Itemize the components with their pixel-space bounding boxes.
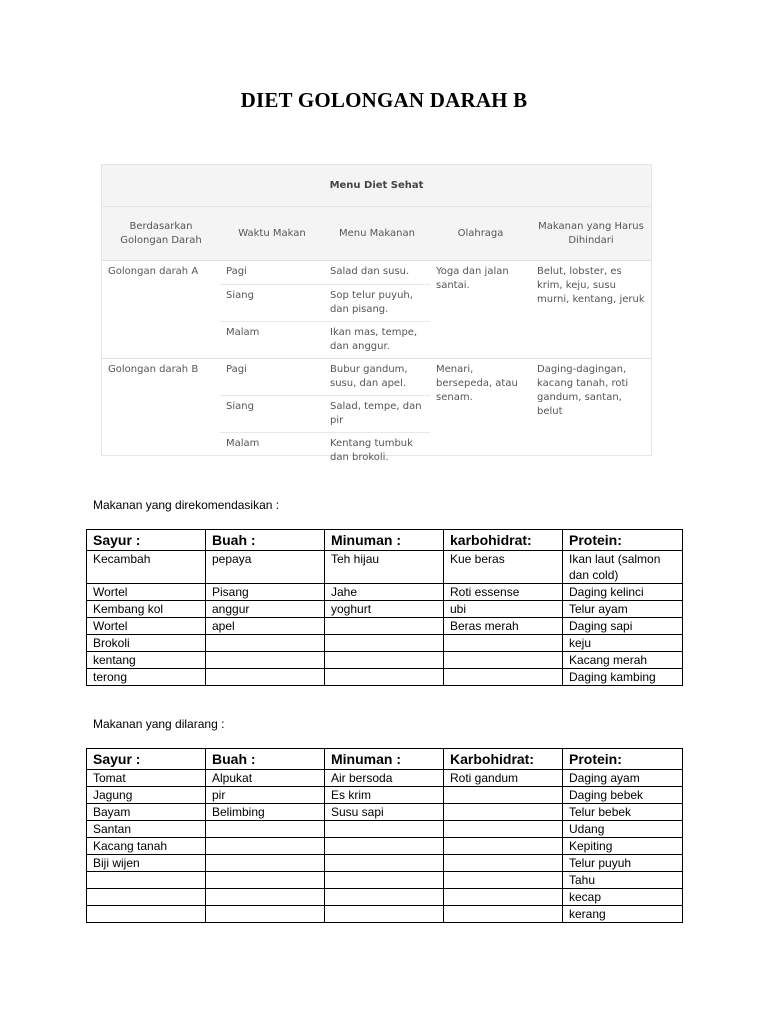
table-cell: Teh hijau <box>325 551 444 584</box>
table-cell <box>87 872 206 889</box>
table-cell: Roti essense <box>444 584 563 601</box>
hindari-cell: Daging-dagingan, kacang tanah, roti gandum, santan, belut <box>531 359 651 470</box>
table-row <box>87 635 683 652</box>
menu-diet-header: Olahraga <box>430 207 531 261</box>
table-cell: Ikan laut (salmon dan cold) <box>563 551 683 584</box>
table-cell <box>206 906 325 923</box>
table-cell <box>206 889 325 906</box>
table-row <box>87 787 683 804</box>
table-cell <box>325 889 444 906</box>
table-cell <box>444 787 563 804</box>
table-cell <box>444 635 563 652</box>
table-cell <box>325 618 444 635</box>
menu-diet-header: Menu Makanan <box>324 207 430 261</box>
table-cell: pepaya <box>206 551 325 584</box>
column-header: Buah : <box>206 749 325 770</box>
table-cell <box>444 838 563 855</box>
menu-cell: Bubur gandum, susu, dan apel. <box>324 359 430 396</box>
table-cell: keju <box>563 635 683 652</box>
table-cell: apel <box>206 618 325 635</box>
recommended-label: Makanan yang direkomendasikan : <box>93 498 280 512</box>
table-cell <box>206 635 325 652</box>
table-cell <box>444 821 563 838</box>
table-cell: Telur bebek <box>563 804 683 821</box>
table-row <box>87 618 683 635</box>
table-cell: kerang <box>563 906 683 923</box>
table-row <box>87 770 683 787</box>
menu-diet-header: Waktu Makan <box>220 207 324 261</box>
menu-cell: Kentang tumbuk dan brokoli. <box>324 433 430 470</box>
table-cell: Wortel <box>87 584 206 601</box>
column-header: karbohidrat: <box>444 530 563 551</box>
menu-cell: Sop telur puyuh, dan pisang. <box>324 285 430 322</box>
table-cell: Kue beras <box>444 551 563 584</box>
table-cell: Daging ayam <box>563 770 683 787</box>
table-cell <box>325 838 444 855</box>
menu-cell: Salad dan susu. <box>330 266 410 277</box>
table-cell <box>325 821 444 838</box>
table-cell: Telur ayam <box>563 601 683 618</box>
menu-diet-table <box>102 165 651 469</box>
table-cell <box>325 669 444 686</box>
page-title: DIET GOLONGAN DARAH B <box>240 88 528 112</box>
table-row <box>87 551 683 584</box>
table-row <box>87 669 683 686</box>
column-header: Buah : <box>206 530 325 551</box>
table-cell: Pisang <box>206 584 325 601</box>
waktu-cell: Pagi <box>226 266 247 277</box>
table-cell: Es krim <box>325 787 444 804</box>
recommended-table-body <box>87 551 683 686</box>
table-cell: Bayam <box>87 804 206 821</box>
table-cell: Wortel <box>87 618 206 635</box>
table-cell <box>206 821 325 838</box>
table-cell <box>444 669 563 686</box>
column-header: Sayur : <box>87 749 206 770</box>
forbidden-table <box>86 748 683 923</box>
table-cell <box>444 652 563 669</box>
table-cell <box>325 906 444 923</box>
table-cell: Udang <box>563 821 683 838</box>
table-row <box>87 906 683 923</box>
table-cell: Daging kambing <box>563 669 683 686</box>
table-cell: ubi <box>444 601 563 618</box>
table-cell: Kembang kol <box>87 601 206 618</box>
olahraga-cell: Menari, bersepeda, atau senam. <box>430 359 531 470</box>
menu-cell: Ikan mas, tempe, dan anggur. <box>324 322 430 359</box>
waktu-cell: Pagi <box>220 359 324 396</box>
menu-diet-header: Makanan yang Harus Dihindari <box>531 207 651 261</box>
table-row <box>87 821 683 838</box>
column-header: Minuman : <box>325 530 444 551</box>
golongan-cell: Golongan darah A <box>108 266 199 277</box>
table-cell: Kepiting <box>563 838 683 855</box>
table-cell: Telur puyuh <box>563 855 683 872</box>
table-cell: Beras merah <box>444 618 563 635</box>
table-cell: Daging sapi <box>563 618 683 635</box>
table-cell <box>87 889 206 906</box>
table-row <box>87 601 683 618</box>
table-cell: Jagung <box>87 787 206 804</box>
column-header: Sayur : <box>87 530 206 551</box>
table-cell: Brokoli <box>87 635 206 652</box>
table-cell <box>444 889 563 906</box>
table-cell: Daging bebek <box>563 787 683 804</box>
forbidden-label: Makanan yang dilarang : <box>93 717 225 731</box>
table-cell: anggur <box>206 601 325 618</box>
column-header: Minuman : <box>325 749 444 770</box>
table-row <box>87 652 683 669</box>
table-cell: Daging kelinci <box>563 584 683 601</box>
waktu-cell: Malam <box>220 322 324 359</box>
waktu-cell: Siang <box>220 396 324 433</box>
table-cell <box>206 855 325 872</box>
table-cell <box>325 872 444 889</box>
menu-cell: Salad, tempe, dan pir <box>324 396 430 433</box>
golongan-cell: Golongan darah B <box>102 359 220 470</box>
table-row <box>87 584 683 601</box>
table-cell <box>444 906 563 923</box>
column-header: Karbohidrat: <box>444 749 563 770</box>
table-cell: kentang <box>87 652 206 669</box>
table-cell: Jahe <box>325 584 444 601</box>
table-row <box>87 872 683 889</box>
table-cell <box>206 872 325 889</box>
table-cell: Alpukat <box>206 770 325 787</box>
table-cell: Tomat <box>87 770 206 787</box>
hindari-cell: Belut, lobster, es krim, keju, susu murni, kentang, jeruk <box>537 266 645 305</box>
table-cell <box>87 906 206 923</box>
table-cell: pir <box>206 787 325 804</box>
table-row <box>87 855 683 872</box>
table-row <box>87 804 683 821</box>
table-cell: Susu sapi <box>325 804 444 821</box>
recommended-table <box>86 529 683 686</box>
waktu-cell: Malam <box>220 433 324 470</box>
table-cell: yoghurt <box>325 601 444 618</box>
table-cell <box>206 669 325 686</box>
table-cell: Kecambah <box>87 551 206 584</box>
table-cell: kecap <box>563 889 683 906</box>
forbidden-table-body <box>87 770 683 923</box>
column-header: Protein: <box>563 749 683 770</box>
table-cell <box>444 804 563 821</box>
column-header: Protein: <box>563 530 683 551</box>
menu-diet-screenshot <box>101 164 652 463</box>
table-cell: Air bersoda <box>325 770 444 787</box>
table-cell <box>444 855 563 872</box>
table-cell <box>325 635 444 652</box>
table-cell <box>206 652 325 669</box>
table-cell: terong <box>87 669 206 686</box>
table-cell: Kacang tanah <box>87 838 206 855</box>
table-cell: Kacang merah <box>563 652 683 669</box>
table-cell: Santan <box>87 821 206 838</box>
table-cell <box>325 855 444 872</box>
table-cell <box>444 872 563 889</box>
table-cell: Roti gandum <box>444 770 563 787</box>
waktu-cell: Siang <box>220 285 324 322</box>
table-row <box>87 889 683 906</box>
table-cell: Tahu <box>563 872 683 889</box>
table-row <box>87 838 683 855</box>
menu-diet-caption: Menu Diet Sehat <box>102 165 651 207</box>
table-cell: Belimbing <box>206 804 325 821</box>
table-cell <box>325 652 444 669</box>
table-cell <box>206 838 325 855</box>
table-cell: Biji wijen <box>87 855 206 872</box>
olahraga-cell: Yoga dan jalan santai. <box>436 266 509 291</box>
menu-diet-header: Berdasarkan Golongan Darah <box>102 207 220 261</box>
